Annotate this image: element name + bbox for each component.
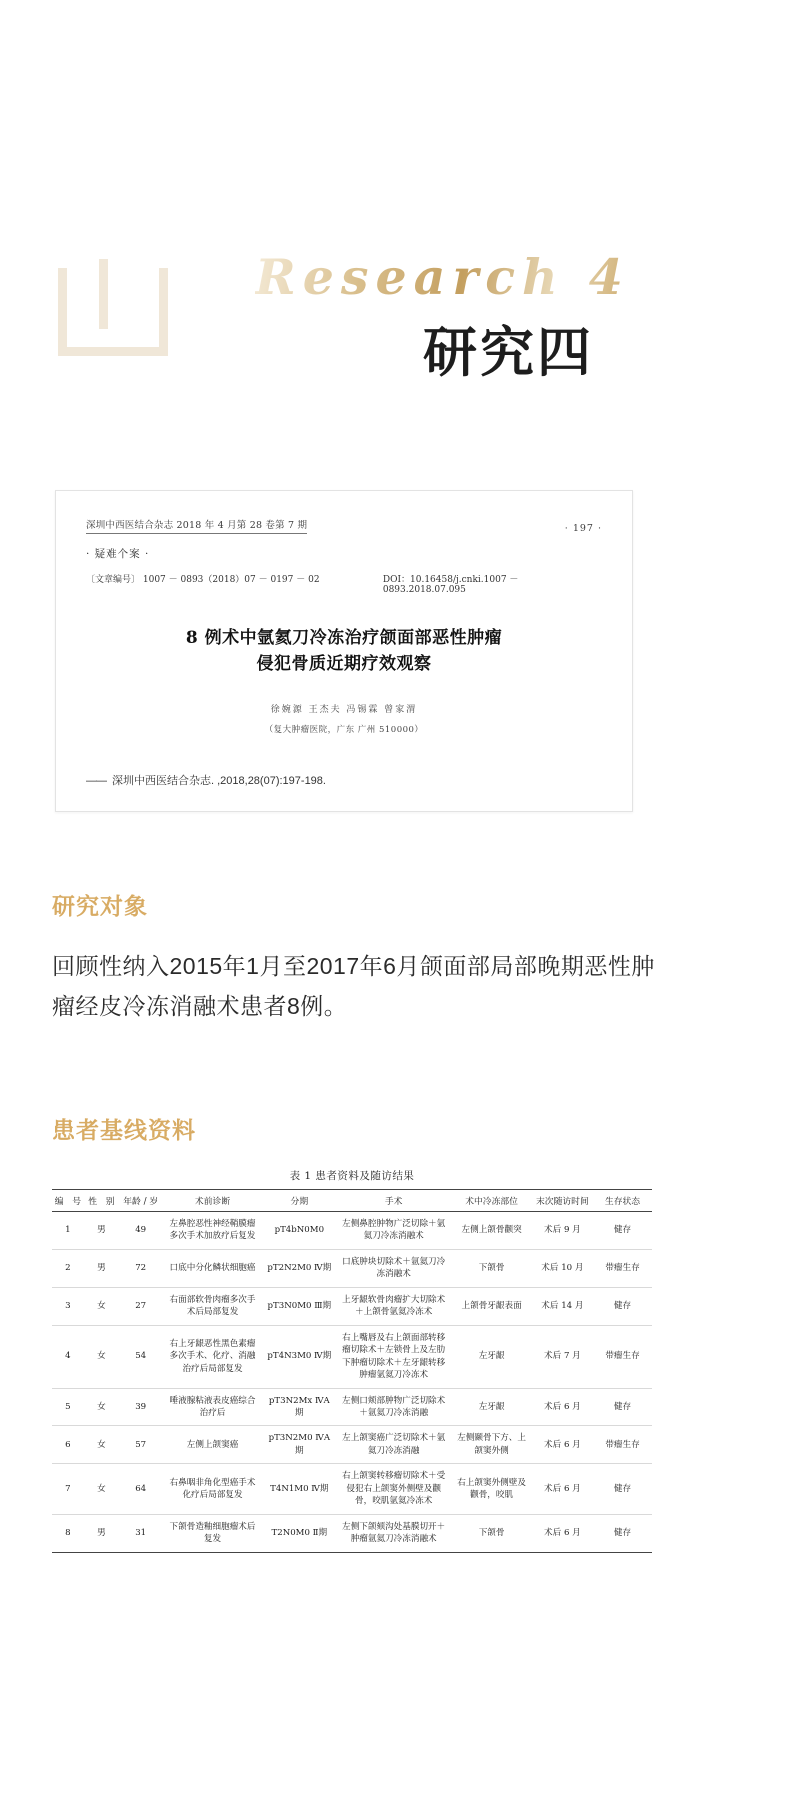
article-doi: DOI：10.16458/j.cnki.1007 － 0893.2018.07.095 <box>382 575 519 595</box>
paper-reference-card <box>55 490 633 812</box>
citation-dash-icon: —— <box>86 774 106 787</box>
cell-followup: 术后 6 月 <box>532 1426 593 1464</box>
cell-age: 27 <box>119 1287 162 1325</box>
table-row <box>52 1464 652 1514</box>
section-heading-baseline: 患者基线资料 <box>52 1117 196 1144</box>
cell-surgery: 上牙龈软骨肉瘤扩大切除术＋上颌骨氩氦冷冻术 <box>336 1287 452 1325</box>
cell-no: 6 <box>52 1426 84 1464</box>
cell-diagnosis: 口底中分化鳞状细胞癌 <box>162 1249 262 1287</box>
cell-stage: T2N0M0 Ⅱ期 <box>263 1514 336 1552</box>
cell-surgery: 右上颌窦转移瘤切除术＋受侵犯右上颌窦外侧壁及颧骨，咬肌氩氦冷冻术 <box>336 1464 452 1514</box>
paper-header-row <box>86 517 602 534</box>
cell-stage: T4N1M0 Ⅳ期 <box>263 1464 336 1514</box>
cell-stage: pT4bN0M0 <box>263 1212 336 1250</box>
cell-sex: 女 <box>84 1287 119 1325</box>
cell-surgery: 口底肿块切除术＋氩氦刀冷冻消融术 <box>336 1249 452 1287</box>
cell-survival: 带瘤生存 <box>593 1249 652 1287</box>
cell-diagnosis: 左侧上颌窦癌 <box>162 1426 262 1464</box>
cell-surgery: 右上嘴唇及右上颌面部转移瘤切除术＋左锁骨上及左肋下肿瘤切除术＋左牙龈转移肿瘤氩氦刀冷冻术 <box>336 1325 452 1388</box>
cell-cryo-site: 上颌骨牙龈表面 <box>451 1287 531 1325</box>
cell-survival: 健存 <box>593 1388 652 1426</box>
col-header-survival: 生存状态 <box>593 1190 652 1212</box>
cell-stage: pT3N2M0 ⅣA 期 <box>263 1426 336 1464</box>
cell-surgery: 左上颌窦癌广泛切除术＋氩氦刀冷冻消融 <box>336 1426 452 1464</box>
table-caption: 表 1 患者资料及随访结果 <box>289 1170 415 1182</box>
cell-followup: 术后 10 月 <box>532 1249 593 1287</box>
cell-surgery: 左侧口颊部肿物广泛切除术＋氩氦刀冷冻消融 <box>336 1388 452 1426</box>
cell-no: 1 <box>52 1212 84 1250</box>
cell-sex: 女 <box>84 1325 119 1388</box>
cell-followup: 术后 9 月 <box>532 1212 593 1250</box>
cell-age: 57 <box>119 1426 162 1464</box>
journal-page-number: · 197 · <box>564 523 602 534</box>
article-number: 〔文章编号〕 1007 － 0893（2018）07 － 0197 － 02 <box>86 575 320 585</box>
cell-sex: 男 <box>84 1514 119 1552</box>
patient-data-table <box>52 1189 652 1553</box>
col-header-followup: 末次随访时间 <box>532 1190 593 1212</box>
cell-stage: pT3N2Mx ⅣA 期 <box>263 1388 336 1426</box>
paper-identifiers <box>86 572 602 595</box>
cell-followup: 术后 6 月 <box>532 1388 593 1426</box>
col-header-surgery: 手术 <box>336 1190 452 1212</box>
cell-survival: 健存 <box>593 1212 652 1250</box>
table-row <box>52 1212 652 1250</box>
paper-authors: 徐婉源 王杰夫 冯锡霖 曾家渭 <box>270 704 418 715</box>
cell-cryo-site: 左侧上颌骨颧突 <box>451 1212 531 1250</box>
cell-surgery: 左侧下颌颏沟处基膜切开＋肿瘤氩氦刀冷冻消融术 <box>336 1514 452 1552</box>
table-row <box>52 1514 652 1552</box>
paper-title <box>86 625 602 678</box>
cell-no: 2 <box>52 1249 84 1287</box>
cell-no: 3 <box>52 1287 84 1325</box>
cell-sex: 男 <box>84 1249 119 1287</box>
page-title: 研究四 <box>423 320 594 384</box>
col-header-stage: 分期 <box>263 1190 336 1212</box>
table-row <box>52 1325 652 1388</box>
patient-table-wrapper <box>52 1168 652 1553</box>
cell-diagnosis: 右面部软骨肉瘤多次手术后局部复发 <box>162 1287 262 1325</box>
paper-affiliation: （复大肿瘤医院，广东 广州 510000） <box>264 724 424 735</box>
cell-cryo-site: 下颌骨 <box>451 1249 531 1287</box>
table-row <box>52 1249 652 1287</box>
paper-section-label: · 疑难个案 · <box>86 548 150 560</box>
paper-title-line-2: 侵犯骨质近期疗效观察 <box>256 654 432 675</box>
citation-text: 深圳中西医结合杂志. ,2018,28(07):197-198. <box>112 774 326 787</box>
table-head <box>52 1190 652 1212</box>
cell-age: 54 <box>119 1325 162 1388</box>
col-header-age: 年龄 / 岁 <box>119 1190 162 1212</box>
cell-stage: pT4N3M0 Ⅳ期 <box>263 1325 336 1388</box>
cell-sex: 女 <box>84 1426 119 1464</box>
cell-survival: 健存 <box>593 1514 652 1552</box>
cell-cryo-site: 左侧颞骨下方、上颌窦外侧 <box>451 1426 531 1464</box>
cell-stage: pT2N2M0 Ⅳ期 <box>263 1249 336 1287</box>
table-body <box>52 1212 652 1553</box>
cell-cryo-site: 左牙龈 <box>451 1388 531 1426</box>
paper-citation <box>86 772 602 788</box>
cell-sex: 女 <box>84 1464 119 1514</box>
cell-survival: 健存 <box>593 1464 652 1514</box>
cell-no: 8 <box>52 1514 84 1552</box>
cell-cryo-site: 左牙龈 <box>451 1325 531 1388</box>
hero-banner <box>0 0 800 470</box>
cell-survival: 带瘤生存 <box>593 1325 652 1388</box>
cell-sex: 男 <box>84 1212 119 1250</box>
cell-diagnosis: 右鼻咽非角化型癌手术化疗后局部复发 <box>162 1464 262 1514</box>
cell-cryo-site: 右上颌窦外侧壁及颧骨，咬肌 <box>451 1464 531 1514</box>
table-row <box>52 1426 652 1464</box>
cell-diagnosis: 唾液腺粘液表皮癌综合治疗后 <box>162 1388 262 1426</box>
cell-age: 49 <box>119 1212 162 1250</box>
cell-cryo-site: 下颌骨 <box>451 1514 531 1552</box>
hero-script-title: Research 4 <box>255 248 630 306</box>
cell-no: 5 <box>52 1388 84 1426</box>
col-header-diagnosis: 术前诊断 <box>162 1190 262 1212</box>
paper-title-line-1: 8 例术中氩氦刀冷冻治疗颌面部恶性肿瘤 <box>185 628 503 648</box>
cell-followup: 术后 7 月 <box>532 1325 593 1388</box>
section-body-subjects: 回顾性纳入2015年1月至2017年6月颌面部局部晚期恶性肿瘤经皮冷冻消融术患者8例。 <box>52 953 655 1020</box>
cell-diagnosis: 左鼻腔恶性神经鞘膜瘤多次手术加放疗后复发 <box>162 1212 262 1250</box>
cell-no: 7 <box>52 1464 84 1514</box>
cell-followup: 术后 14 月 <box>532 1287 593 1325</box>
table-header-row <box>52 1190 652 1212</box>
cell-diagnosis: 右上牙龈恶性黑色素瘤多次手术、化疗、消融治疗后局部复发 <box>162 1325 262 1388</box>
journal-issue-line: 深圳中西医结合杂志 2018 年 4 月第 28 卷第 7 期 <box>86 517 307 534</box>
cell-followup: 术后 6 月 <box>532 1514 593 1552</box>
cell-sex: 女 <box>84 1388 119 1426</box>
cell-surgery: 左侧鼻腔肿物广泛切除＋氩氦刀冷冻消融术 <box>336 1212 452 1250</box>
col-header-cryo-site: 术中冷冻部位 <box>451 1190 531 1212</box>
cell-diagnosis: 下颌骨造釉细胞瘤术后复发 <box>162 1514 262 1552</box>
col-header-no: 编 号 <box>52 1190 84 1212</box>
cell-age: 64 <box>119 1464 162 1514</box>
table-row <box>52 1388 652 1426</box>
cell-stage: pT3N0M0 Ⅲ期 <box>263 1287 336 1325</box>
quote-mark-icon <box>58 268 168 356</box>
cell-survival: 健存 <box>593 1287 652 1325</box>
table-row <box>52 1287 652 1325</box>
section-heading-subjects: 研究对象 <box>52 893 148 920</box>
cell-age: 31 <box>119 1514 162 1552</box>
cell-no: 4 <box>52 1325 84 1388</box>
cell-age: 39 <box>119 1388 162 1426</box>
col-header-sex: 性 别 <box>84 1190 119 1212</box>
cell-age: 72 <box>119 1249 162 1287</box>
cell-followup: 术后 6 月 <box>532 1464 593 1514</box>
cell-survival: 带瘤生存 <box>593 1426 652 1464</box>
